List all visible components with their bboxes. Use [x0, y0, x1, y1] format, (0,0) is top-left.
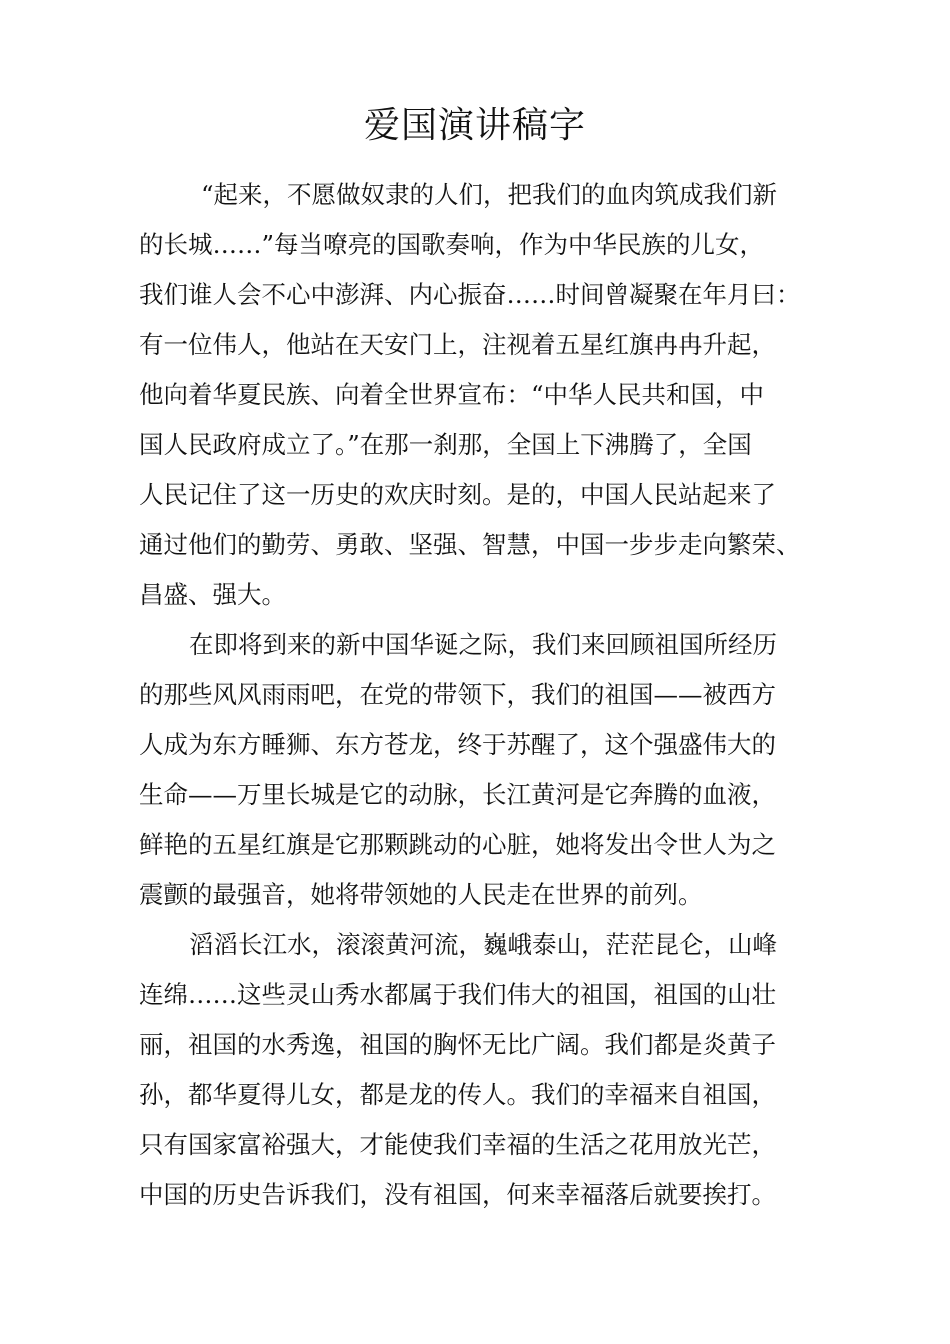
text-line: 连绵……这些灵山秀水都属于我们伟大的祖国，祖国的山壮 [139, 980, 776, 1009]
text-line: 的长城……”每当嘹亮的国歌奏响，作为中华民族的儿女， [139, 230, 765, 259]
text-line: 中国的历史告诉我们，没有祖国，何来幸福落后就要挨打。 [139, 1180, 776, 1209]
text-line: 生命——万里长城是它的动脉，长江黄河是它奔腾的血液， [139, 780, 776, 809]
document-title: 爱国演讲稿字 [363, 105, 586, 146]
text-line: 我们谁人会不心中澎湃、内心振奋……时间曾凝聚在年月曰： [139, 280, 801, 309]
text-line: 滔滔长江水，滚滚黄河流，巍峨泰山，茫茫昆仑，山峰 [189, 930, 777, 959]
text-line: 只有国家富裕强大，才能使我们幸福的生活之花用放光芒， [139, 1130, 776, 1159]
text-line: 国人民政府成立了。”在那一刹那，全国上下沸腾了，全国 [139, 430, 752, 459]
paragraph-1 [139, 170, 819, 620]
text-line: 人成为东方睡狮、东方苍龙，终于苏醒了，这个强盛伟大的 [139, 730, 776, 759]
text-line: 通过他们的勤劳、勇敢、坚强、智慧，中国一步步走向繁荣、 [139, 530, 801, 559]
text-line: 在即将到来的新中国华诞之际，我们来回顾祖国所经历 [189, 630, 777, 659]
text-line: “起来，不愿做奴隶的人们，把我们的血肉筑成我们新 [201, 180, 778, 209]
text-line: 有一位伟人，他站在天安门上，注视着五星红旗冉冉升起， [139, 330, 776, 359]
text-line: 震颤的最强音，她将带领她的人民走在世界的前列。 [139, 880, 703, 909]
paragraph-3 [139, 920, 819, 1220]
text-line: 他向着华夏民族、向着全世界宣布：“中华人民共和国，中 [139, 380, 765, 409]
text-line: 鲜艳的五星红旗是它那颗跳动的心脏，她将发出令世人为之 [139, 830, 776, 859]
text-line: 昌盛、强大。 [139, 580, 286, 609]
text-line: 丽，祖国的水秀逸，祖国的胸怀无比广阔。我们都是炎黄子 [139, 1030, 776, 1059]
text-line: 孙，都华夏得儿女，都是龙的传人。我们的幸福来自祖国， [139, 1080, 776, 1109]
text-line: 的那些风风雨雨吧，在党的带领下，我们的祖国——被西方 [139, 680, 776, 709]
document-body [139, 170, 819, 1220]
paragraph-2 [139, 620, 819, 920]
text-line: 人民记住了这一历史的欢庆时刻。是的，中国人民站起来了 [139, 480, 776, 509]
